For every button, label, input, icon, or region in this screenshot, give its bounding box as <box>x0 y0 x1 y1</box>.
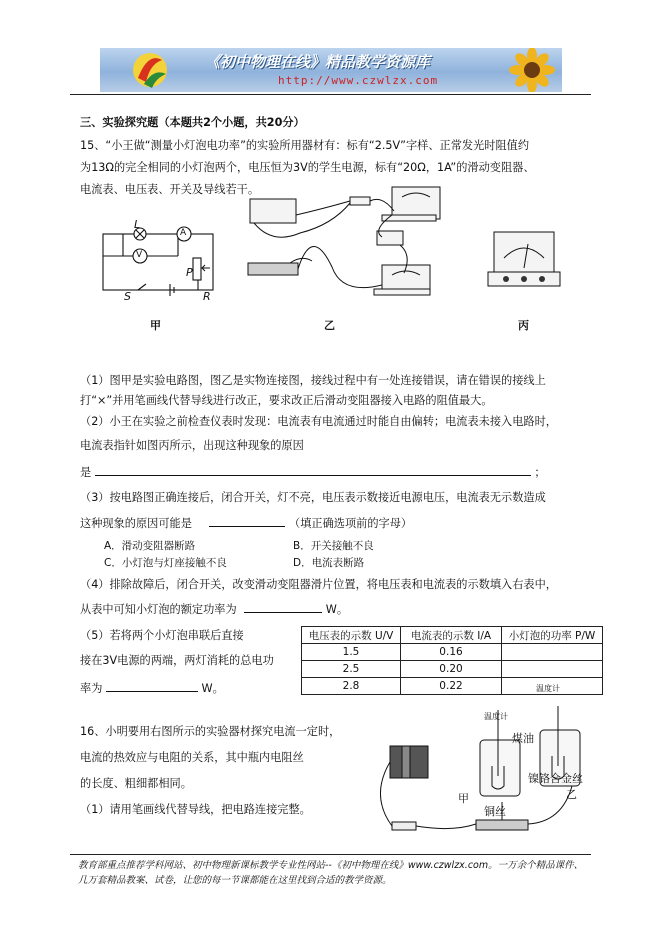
q15-stem-1: 15、“小王做“测量小灯泡电功率”的实验所用器材有：标有“2.5V”字样、正常发光时阻值约 <box>80 139 530 152</box>
q16-label-jia: 甲 <box>458 792 469 805</box>
q15-option-c: C．小灯泡与灯座接触不良 <box>104 557 227 569</box>
q16-line1: 16、小明要用右图所示的实验器材探究电流一定时， <box>80 725 341 738</box>
ammeter-bing <box>484 228 564 298</box>
table-cell[interactable] <box>502 661 603 678</box>
table-cell: 0.16 <box>401 644 502 661</box>
q16-line3: 的长度、粗细都相同。 <box>80 777 192 790</box>
banner-url: http://www.czwlzx.com <box>278 74 439 87</box>
q15-p2-suffix: ； <box>534 466 546 479</box>
q16-label-kerosene: 煤油 <box>512 732 534 745</box>
q15-p2-prefix: 是 <box>80 466 92 479</box>
q15-p4-prefix: 从表中可知小灯泡的额定功率为 <box>80 603 237 616</box>
fig-label-L: L <box>134 218 141 231</box>
q15-p4-line1: （4）排除故障后，闭合开关，改变滑动变阻器滑片位置，将电压表和电流表的示数填入右表中， <box>80 578 557 591</box>
table-cell: 0.22 <box>401 678 502 695</box>
q15-p2-answer-blank[interactable] <box>95 464 531 476</box>
table-header: 电流表的示数 I/A <box>401 627 502 644</box>
q15-option-b: B．开关接触不良 <box>293 540 374 552</box>
q15-p5-line3 <box>80 680 224 697</box>
q16-label-nichrome: 镍铬合金丝 <box>528 772 583 785</box>
q16-label-thermometer1: 温度计 <box>484 712 508 721</box>
fig-label-bing: 丙 <box>518 319 529 332</box>
apparatus-yi <box>242 185 452 305</box>
q15-p3-line1: （3）按电路图正确连接后，闭合开关，灯不亮，电压表示数接近电源电压，电流表无示数造成 <box>80 491 546 504</box>
table-row <box>302 644 603 661</box>
header-rule <box>70 94 591 95</box>
footer-line2: 几万套精品教案、试卷，让您的每一节课都能在这里找到合适的教学资源。 <box>78 875 392 886</box>
q15-p5-prefix: 率为 <box>80 682 103 695</box>
q15-p2-line3 <box>80 464 546 481</box>
banner-title: 《初中物理在线》精品教学资源库 <box>205 53 431 71</box>
q15-option-a: A．滑动变阻器断路 <box>104 540 196 552</box>
table-header: 电压表的示数 U/V <box>302 627 401 644</box>
q15-p5-answer-blank[interactable] <box>106 680 198 692</box>
table-cell: 1.5 <box>302 644 401 661</box>
footer-line1: 教育部重点推荐学科网站、初中物理新课标教学专业性网站--《初中物理在线》www.czwlzx.com。一万余个精品课件、 <box>78 860 584 871</box>
q15-p3-line2 <box>80 515 412 532</box>
section-heading: 三、实验探究题（本题共2个小题，共20分） <box>80 116 305 129</box>
fig-label-V: V <box>136 250 143 260</box>
fig-label-S: S <box>124 290 131 303</box>
q15-p4-suffix: W。 <box>325 603 349 616</box>
fig-label-R: R <box>203 290 211 303</box>
table-cell: 2.5 <box>302 661 401 678</box>
q15-p5-line1: （5）若将两个小灯泡串联后直接 <box>80 629 244 642</box>
q16-label-copper: 铜丝 <box>484 805 506 818</box>
q15-p1-line2: 打“×”并用笔画线代替导线进行改正，要求改正后滑动变阻器接入电路的阻值最大。 <box>80 394 493 407</box>
fig-label-A: A <box>180 228 187 238</box>
fig-label-yi: 乙 <box>324 319 335 332</box>
q15-p5-suffix: W。 <box>201 682 224 695</box>
table-cell: 2.8 <box>302 678 401 695</box>
footer-rule <box>70 854 591 855</box>
q15-p4-answer-blank[interactable] <box>244 601 322 613</box>
q15-option-d: D．电流表断路 <box>293 557 365 569</box>
q15-p4-line2 <box>80 601 348 618</box>
site-banner <box>100 48 562 92</box>
q15-p1-line1: （1）图甲是实验电路图，图乙是实物连接图，接线过程中有一处连接错误，请在错误的接线上 <box>80 374 546 387</box>
q16-label-thermometer2: 温度计 <box>536 684 560 693</box>
fig-label-jia: 甲 <box>150 319 161 332</box>
q15-p2-line1: （2）小王在实验之前检查仪表时发现：电流表有电流通过时能自由偏转；电流表未接入电路时， <box>80 415 557 428</box>
q15-stem-3: 电流表、电压表、开关及导线若干。 <box>80 183 260 196</box>
q16-line4: （1）请用笔画线代替导线，把电路连接完整。 <box>80 803 311 816</box>
fig-label-P: P <box>186 266 193 279</box>
q15-p3-suffix: （填正确选项前的字母） <box>289 517 413 530</box>
q15-p5-line2: 接在3V电源的两端，两灯消耗的总电功 <box>80 654 274 667</box>
table-header: 小灯泡的功率 P/W <box>502 627 603 644</box>
q15-stem-2: 为13Ω的完全相同的小灯泡两个，电压恒为3V的学生电源，标有“20Ω，1A”的滑动变阻器、 <box>80 161 535 174</box>
table-header-row <box>302 627 603 644</box>
q15-p3-answer-blank[interactable] <box>209 515 285 527</box>
sunflower-icon <box>502 48 562 92</box>
table-cell[interactable] <box>502 644 603 661</box>
q15-p2-line2: 电流表指针如图丙所示，出现这种现象的原因 <box>80 439 304 452</box>
logo-icon <box>128 48 172 92</box>
q16-line2: 电流的热效应与电阻的关系，其中瓶内电阻丝 <box>80 751 304 764</box>
table-cell: 0.20 <box>401 661 502 678</box>
q15-p3-prefix: 这种现象的原因可能是 <box>80 517 192 530</box>
q16-label-yi: 乙 <box>566 788 577 801</box>
table-row <box>302 661 603 678</box>
